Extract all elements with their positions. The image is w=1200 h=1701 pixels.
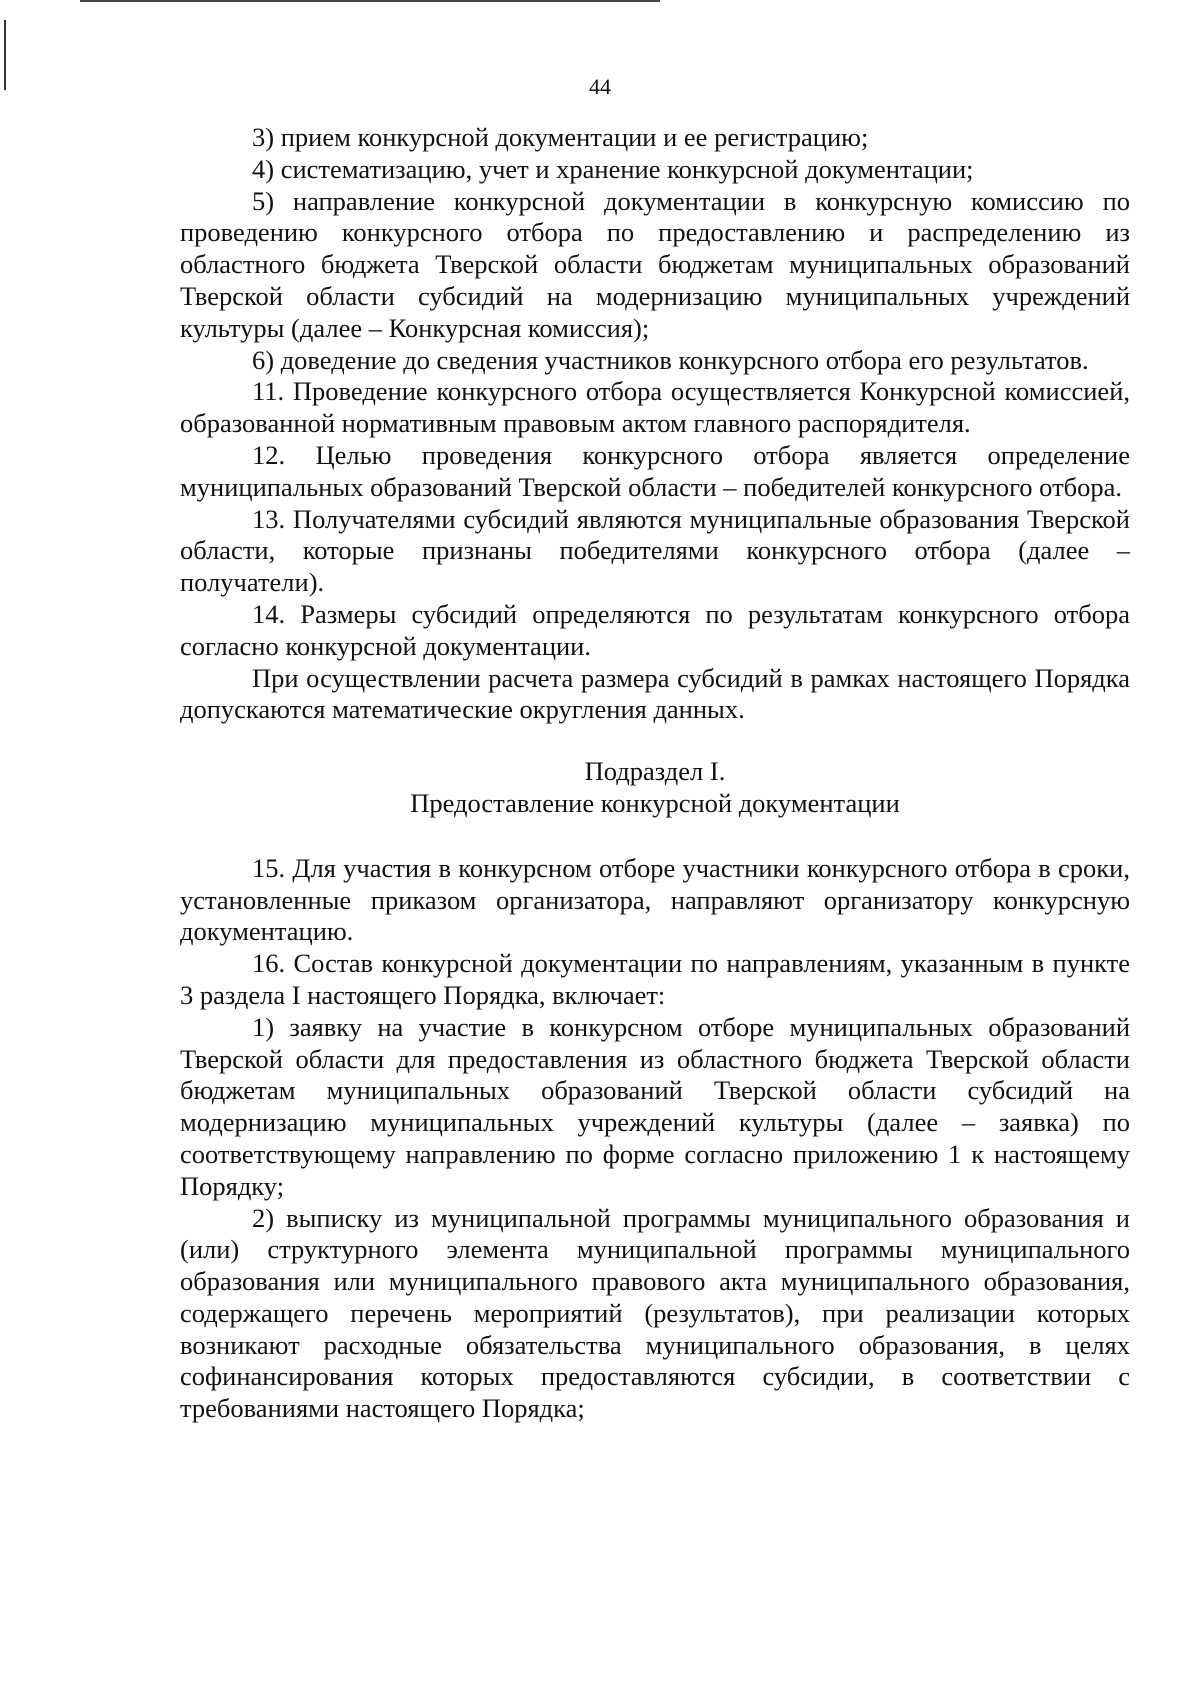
paragraph-item-5: 5) направление конкурсной документации в конкурсную комиссию по проведению конкурсного отбора по предоставлению и распределению из областного бюджета Тверской области бюджетам муниципальных образований Тверской области субсидий на модернизацию муниципальных учреждений культуры (далее – Конкурсная комиссия); [180,185,1130,343]
paragraph-rounding-note: При осуществлении расчета размера субсидий в рамках настоящего Порядка допускаются математические округления данных. [180,662,1130,725]
paragraph-clause-14: 14. Размеры субсидий определяются по результатам конкурсного отбора согласно конкурсной документации. [180,598,1130,661]
subsection-subtitle: Предоставление конкурсной документации [410,787,900,818]
paragraph-clause-15: 15. Для участия в конкурсном отборе участники конкурсного отбора в сроки, установленные приказом организатора, направляют организатору конкурсную документацию. [180,852,1130,947]
paragraph-clause-16: 16. Состав конкурсной документации по направлениям, указанным в пункте 3 раздела I настоящего Порядка, включает: [180,948,1130,1010]
document-body [180,122,1130,1425]
section-spacer [180,820,1130,853]
paragraph-item-3: 3) прием конкурсной документации и ее регистрацию; [252,122,869,152]
section-spacer [180,726,1130,756]
scan-edge-top [80,0,660,2]
paragraph-item-2: 2) выписку из муниципальной программы муниципального образования и (или) структурного элемента муниципальной программы муниципального образования или муниципального правового акта муниципального образования, содержащего перечень мероприятий (результатов), при реализации которых возникают расходные обязательства муниципального образования, в целях софинансирования которых предоставляются субсидии, в соответствии с требованиями настоящего Порядка; [180,1202,1130,1424]
paragraph-clause-12: 12. Целью проведения конкурсного отбора является определение муниципальных образований Тверской области – победителей конкурсного отбора. [180,439,1130,502]
paragraph-item-1: 1) заявку на участие в конкурсном отборе муниципальных образований Тверской области для предоставления из областного бюджета Тверской области бюджетам муниципальных образований Тверской области субсидий на модернизацию муниципальных учреждений культуры (далее – заявка) по соответствующему направлению по форме согласно приложению 1 к настоящему Порядку; [180,1011,1130,1201]
paragraph-clause-13: 13. Получателями субсидий являются муниципальные образования Тверской области, которые признаны победителями конкурсного отбора (далее – получатели). [180,503,1130,598]
paragraph-item-4: 4) систематизацию, учет и хранение конкурсной документации; [252,153,974,184]
paragraph-item-6: 6) доведение до сведения участников конкурсного отбора его результатов. [252,344,1089,375]
page-number: 44 [589,74,611,99]
paragraph-clause-11: 11. Проведение конкурсного отбора осуществляется Конкурсной комиссией, образованной нормативным правовым актом главного распорядителя. [180,376,1130,439]
subsection-title: Подраздел I. [584,756,726,787]
